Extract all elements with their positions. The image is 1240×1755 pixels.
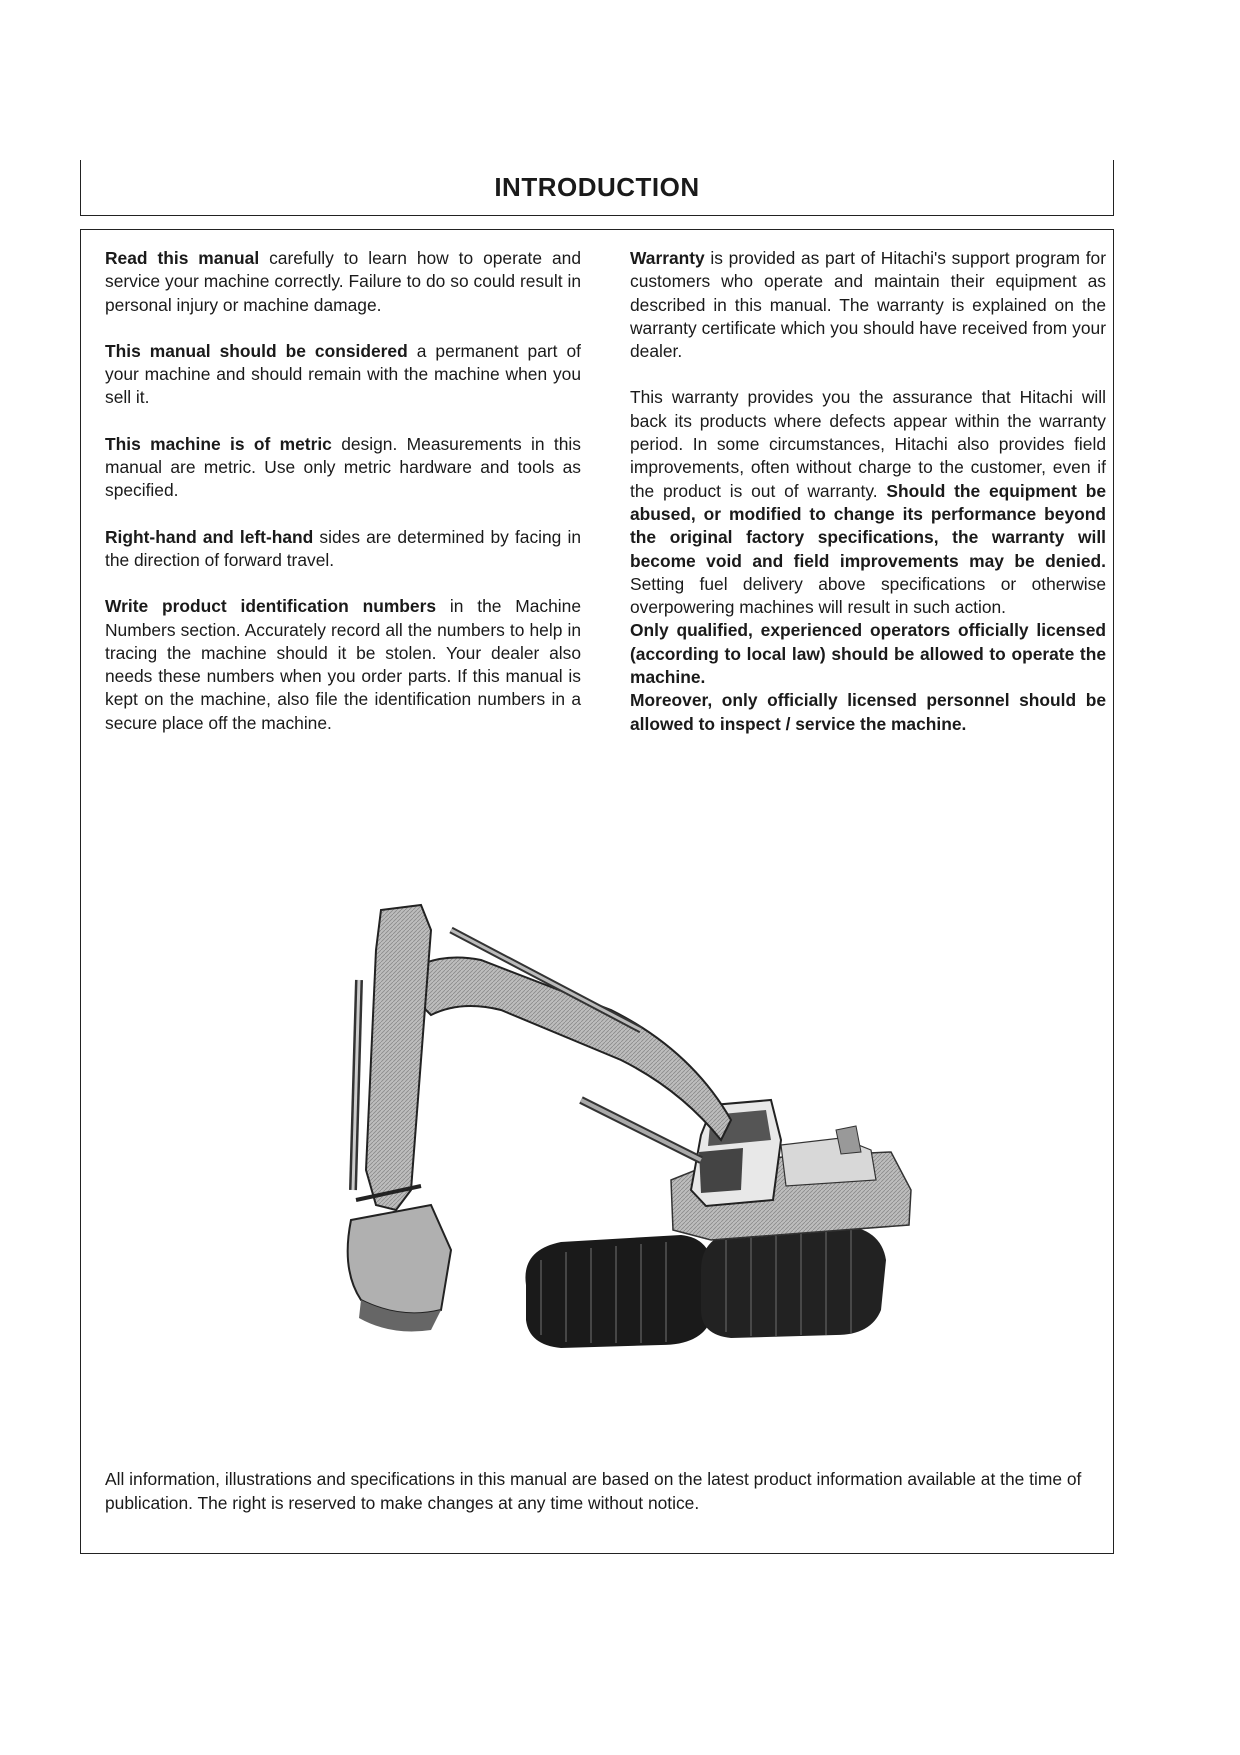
paragraph-read-manual [105, 247, 581, 317]
content-frame [80, 229, 1114, 1554]
arm [353, 905, 431, 1210]
bold-warning: Only qualified, experienced operators officially licensed (according to local law) should be allowed to operate the machine. [630, 620, 1106, 688]
paragraph-text: carefully to learn how to operate and service your machine correctly. Failure to do so could result in personal injury or machine damage. [105, 248, 581, 315]
paragraph-metric [105, 433, 581, 503]
page-title: INTRODUCTION [494, 172, 700, 202]
paragraph-sides [105, 526, 581, 573]
paragraph-warranty [630, 247, 1106, 363]
bold-warning: Moreover, only officially licensed personnel should be allowed to inspect / service the machine. [630, 690, 1106, 734]
lead-phrase: Read this manual [105, 248, 260, 268]
paragraph-text: design. Measurements in this manual are metric. Use only metric hardware and tools as specified. [105, 433, 581, 501]
excavator-illustration [281, 890, 1021, 1390]
footer-note: All information, illustrations and specifications in this manual are based on the latest product information available at the time of publication. The right is reserved to make changes at any time without notice. [105, 1469, 1082, 1513]
paragraph-permanent-part [105, 340, 581, 410]
lead-phrase: This machine is of metric [105, 433, 332, 454]
boom [396, 930, 731, 1160]
lead-phrase: Warranty [630, 248, 705, 268]
paragraph-qualified-operators [630, 619, 1106, 689]
right-column [630, 247, 1106, 736]
paragraph-text: in the Machine Numbers section. Accurately record all the numbers to help in tracing the machine should it be stolen. Your dealer also needs these numbers when you order parts. If this manual is kept on the machine, also file the identification numbers in a secure place off the machine. [105, 596, 581, 733]
bold-warning: Should the equipment be abused, or modified to change its performance beyond the original factory specifications, the warranty will become void and field improvements may be denied. [630, 480, 1106, 571]
paragraph-licensed-personnel [630, 689, 1106, 736]
lead-phrase: Write product identification numbers [105, 596, 437, 617]
lead-phrase: This manual should be considered [105, 340, 408, 361]
paragraph-text: a permanent part of your machine and should remain with the machine when you sell it. [105, 340, 582, 408]
paragraph-identification [105, 595, 581, 735]
paragraph-text: is provided as part of Hitachi's support program for customers who operate and maintain their equipment as described in this manual. The warranty is explained on the warranty certificate which you should have received from your dealer. [630, 248, 1106, 362]
lead-phrase: Right-hand and left-hand [105, 526, 314, 547]
page-header [80, 160, 1114, 216]
paragraph-warranty-assurance [630, 386, 1106, 619]
left-column [105, 247, 581, 758]
paragraph-text: Setting fuel delivery above specifications or otherwise overpowering machines will result in such action. [630, 573, 1106, 618]
bucket [348, 1186, 451, 1332]
crawler-tracks [525, 1225, 886, 1348]
paragraph-text: This warranty provides you the assurance that Hitachi will back its products where defects appear within the warranty period. In some circumstances, Hitachi also provides field improvements, often without charge to the customer, even if the product is out of warranty. [630, 387, 1106, 501]
paragraph-text: sides are determined by facing in the direction of forward travel. [105, 526, 581, 570]
